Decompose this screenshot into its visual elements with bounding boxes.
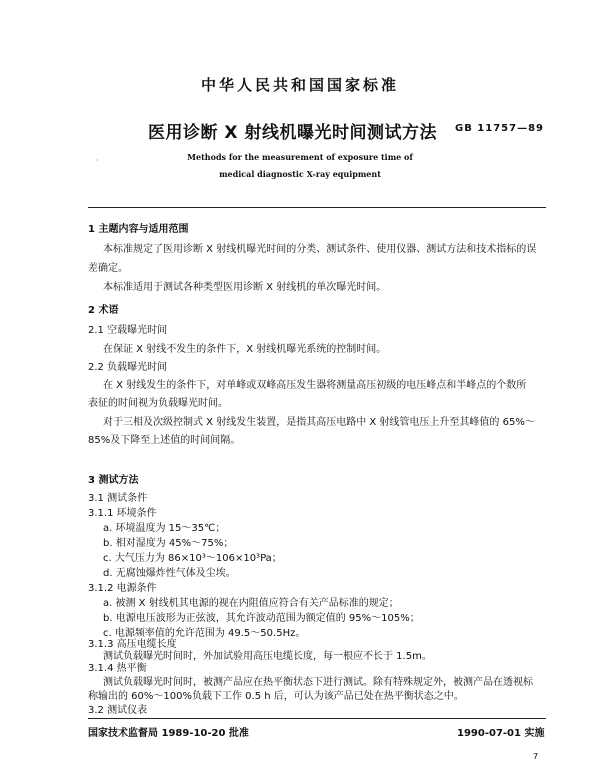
page-number: 7 — [533, 752, 539, 761]
list-item: d. 无腐蚀爆炸性气体及尘埃。 — [103, 568, 236, 579]
body-line: 测试负载曝光时间时，外加试验用高压电缆长度，每一根应不长于 1.5m。 — [103, 651, 432, 662]
body-line: 称输出的 60%～100%负载下工作 0.5 h 后，可认为该产品已处在热平衡状态之中。 — [88, 691, 464, 702]
section-2-heading: 2 术语 — [88, 305, 119, 316]
body-line: 本标准规定了医用诊断 X 射线机曝光时间的分类、测试条件、使用仪器、测试方法和技术指标的误 — [103, 244, 537, 255]
document-title-en-line1: Methods for the measurement of exposure time of — [187, 152, 413, 162]
clause-heading: 2.1 空载曝光时间 — [88, 325, 168, 336]
list-item: a. 被测 X 射线机其电源的视在内阻值应符合有关产品标准的规定； — [103, 598, 399, 609]
body-line: 对于三相及次级控制式 X 射线发生装置，是指其高压电路中 X 射线管电压上升至其峰值的 65%～ — [103, 417, 535, 428]
section-3-heading: 3 测试方法 — [88, 475, 139, 486]
body-line: 在 X 射线发生的条件下，对单峰或双峰高压发生器将测量高压初级的电压峰点和半峰点的个数所 — [103, 380, 527, 391]
clause-heading: 3.2 测试仪表 — [88, 705, 148, 716]
list-item: c. 大气压力为 86×10³～106×10³Pa； — [103, 553, 282, 564]
issuing-authority-heading: 中华人民共和国国家标准 — [200, 76, 399, 94]
clause-heading: 3.1.2 电源条件 — [88, 583, 157, 594]
body-line: 本标准适用于测试各种类型医用诊断 X 射线机的单次曝光时间。 — [103, 282, 387, 293]
scan-speck: · — [96, 156, 99, 165]
clause-heading: 2.2 负载曝光时间 — [88, 362, 168, 373]
list-item: b. 电源电压波形为正弦波，其允许波动范围为额定值的 95%～105%； — [103, 613, 420, 624]
footer-divider — [88, 718, 546, 719]
clause-heading: 3.1.1 环境条件 — [88, 508, 157, 519]
body-line: 测试负载曝光时间时，被测产品应在热平衡状态下进行测试。除有特殊规定外，被测产品在透视标 — [103, 677, 533, 688]
clause-heading: 3.1 测试条件 — [88, 493, 148, 504]
list-item: a. 环境温度为 15～35℃； — [103, 523, 226, 534]
document-title-en-line2: medical diagnostic X-ray equipment — [219, 169, 381, 179]
list-item: b. 相对湿度为 45%～75%； — [103, 538, 234, 549]
section-1-heading: 1 主题内容与适用范围 — [88, 224, 189, 235]
body-line: 差确定。 — [88, 263, 128, 274]
clause-heading: 3.1.3 高压电缆长度 — [88, 639, 177, 650]
list-item: c. 电源频率值的允许范围为 49.5～50.5Hz。 — [103, 628, 306, 639]
header-divider — [88, 207, 546, 208]
clause-heading: 3.1.4 热平衡 — [88, 663, 147, 674]
body-line: 85%及下降至上述值的时间间隔。 — [88, 435, 241, 446]
effective-date: 1990-07-01 实施 — [457, 728, 545, 739]
body-line: 表征的时间视为负载曝光时间。 — [88, 398, 228, 409]
approval-date: 国家技术监督局 1989-10-20 批准 — [88, 728, 249, 739]
document-title-cn: 医用诊断 X 射线机曝光时间测试方法 — [148, 123, 437, 143]
standard-number: GB 11757—89 — [455, 123, 545, 134]
body-line: 在保证 X 射线不发生的条件下，X 射线机曝光系统的控制时间。 — [103, 344, 387, 355]
